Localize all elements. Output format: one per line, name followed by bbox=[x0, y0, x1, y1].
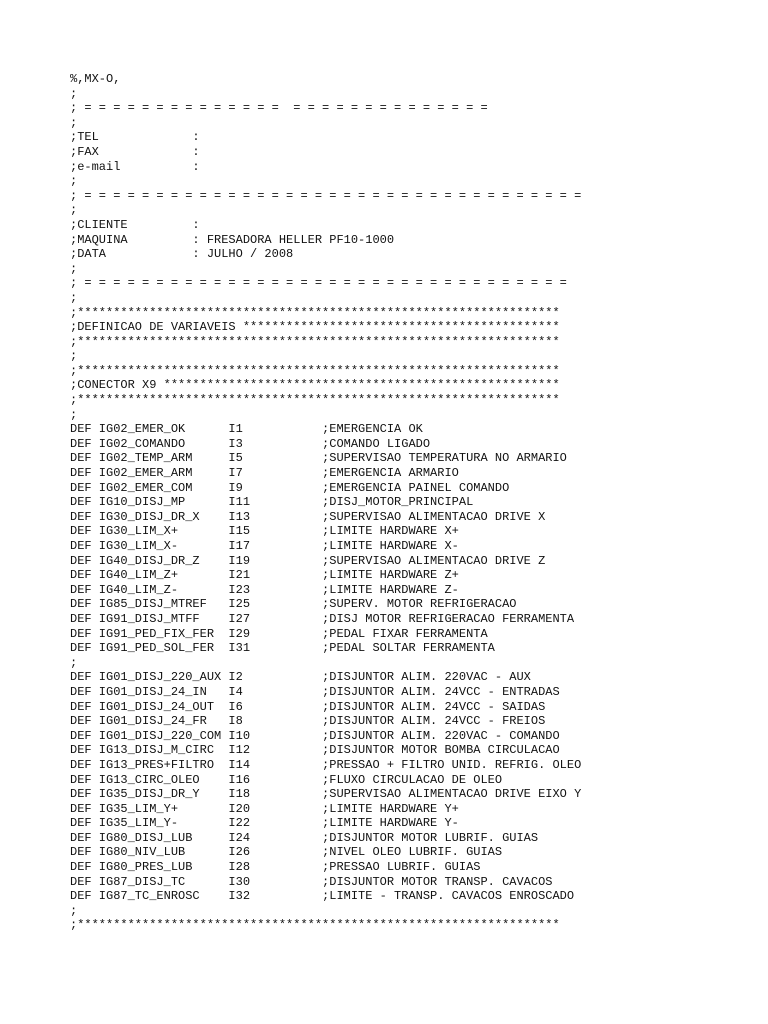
document-line: ; bbox=[70, 86, 78, 101]
document-line: ; bbox=[70, 174, 78, 189]
document-line: ;CONECTOR X9 ******************************************************* bbox=[70, 378, 560, 393]
document-line: DEF IG01_DISJ_24_IN I4 ;DISJUNTOR ALIM. 24VCC - ENTRADAS bbox=[70, 684, 560, 699]
document-line: DEF IG91_DISJ_MTFF I27 ;DISJ MOTOR REFRIGERACAO FERRAMENTA bbox=[70, 611, 575, 626]
document-line: DEF IG02_EMER_COM I9 ;EMERGENCIA PAINEL COMANDO bbox=[70, 480, 510, 495]
document-line: DEF IG01_DISJ_220_COM I10 ;DISJUNTOR ALIM. 220VAC - COMANDO bbox=[70, 728, 560, 743]
document-line: DEF IG30_DISJ_DR_X I13 ;SUPERVISAO ALIMENTACAO DRIVE X bbox=[70, 509, 546, 524]
document-line: ;******************************************************************* bbox=[70, 305, 560, 320]
document-line: ; bbox=[70, 115, 78, 130]
document-line: DEF IG40_LIM_Z- I23 ;LIMITE HARDWARE Z- bbox=[70, 582, 459, 597]
document-line: ;******************************************************************* bbox=[70, 334, 560, 349]
document-line: DEF IG80_NIV_LUB I26 ;NIVEL OLEO LUBRIF. GUIAS bbox=[70, 845, 503, 860]
document-line: ;DATA : JULHO / 2008 bbox=[70, 247, 294, 262]
document-line: DEF IG91_PED_SOL_FER I31 ;PEDAL SOLTAR FERRAMENTA bbox=[70, 641, 495, 656]
document-line: ;CLIENTE : bbox=[70, 217, 200, 232]
document-line: ;******************************************************************* bbox=[70, 918, 560, 933]
document-line: ; bbox=[70, 261, 78, 276]
document-line: DEF IG02_EMER_OK I1 ;EMERGENCIA OK bbox=[70, 422, 423, 437]
document-line: DEF IG02_EMER_ARM I7 ;EMERGENCIA ARMARIO bbox=[70, 466, 459, 481]
document-line: ;TEL : bbox=[70, 130, 200, 145]
document-line: ; bbox=[70, 203, 78, 218]
document-line: DEF IG87_DISJ_TC I30 ;DISJUNTOR MOTOR TRANSP. CAVACOS bbox=[70, 874, 553, 889]
document-line: DEF IG35_LIM_Y+ I20 ;LIMITE HARDWARE Y+ bbox=[70, 801, 459, 816]
document-line: ; = = = = = = = = = = = = = = = = = = = = = = = = = = = = = = = = = = bbox=[70, 276, 567, 291]
document-line: DEF IG35_DISJ_DR_Y I18 ;SUPERVISAO ALIMENTACAO DRIVE EIXO Y bbox=[70, 787, 582, 802]
document-line: ; bbox=[70, 349, 78, 364]
document-line: ;e-mail : bbox=[70, 159, 200, 174]
document-line: ; = = = = = = = = = = = = = = = = = = = = = = = = = = = = bbox=[70, 101, 488, 116]
document-line: DEF IG85_DISJ_MTREF I25 ;SUPERV. MOTOR REFRIGERACAO bbox=[70, 597, 517, 612]
document-line: DEF IG30_LIM_X- I17 ;LIMITE HARDWARE X- bbox=[70, 539, 459, 553]
document-line: DEF IG80_PRES_LUB I28 ;PRESSAO LUBRIF. GUIAS bbox=[70, 860, 481, 875]
document-body bbox=[70, 72, 581, 933]
document-line: ; bbox=[70, 290, 78, 305]
document-line: DEF IG87_TC_ENROSC I32 ;LIMITE - TRANSP. CAVACOS ENROSCADO bbox=[70, 889, 575, 904]
document-line: DEF IG35_LIM_Y- I22 ;LIMITE HARDWARE Y- bbox=[70, 816, 459, 831]
document-line: DEF IG01_DISJ_220_AUX I2 ;DISJUNTOR ALIM. 220VAC - AUX bbox=[70, 670, 531, 685]
document-line: %,MX-O, bbox=[70, 72, 121, 86]
document-line: ;******************************************************************* bbox=[70, 363, 560, 378]
document-line: DEF IG30_LIM_X+ I15 ;LIMITE HARDWARE X+ bbox=[70, 524, 459, 539]
document-line: ;******************************************************************* bbox=[70, 393, 560, 408]
document-line: DEF IG01_DISJ_24_OUT I6 ;DISJUNTOR ALIM. 24VCC - SAIDAS bbox=[70, 699, 546, 714]
document-line: DEF IG02_TEMP_ARM I5 ;SUPERVISAO TEMPERATURA NO ARMARIO bbox=[70, 451, 567, 466]
document-line: DEF IG01_DISJ_24_FR I8 ;DISJUNTOR ALIM. 24VCC - FREIOS bbox=[70, 714, 546, 729]
document-line: DEF IG02_COMANDO I3 ;COMANDO LIGADO bbox=[70, 436, 431, 451]
document-line: ;MAQUINA : FRESADORA HELLER PF10-1000 bbox=[70, 232, 395, 247]
document-line: DEF IG80_DISJ_LUB I24 ;DISJUNTOR MOTOR LUBRIF. GUIAS bbox=[70, 830, 539, 845]
document-line: DEF IG13_CIRC_OLEO I16 ;FLUXO CIRCULACAO DE OLEO bbox=[70, 772, 503, 787]
document-line: ;FAX : bbox=[70, 144, 200, 159]
document-line: DEF IG91_PED_FIX_FER I29 ;PEDAL FIXAR FERRAMENTA bbox=[70, 626, 488, 641]
document-line: DEF IG10_DISJ_MP I11 ;DISJ_MOTOR_PRINCIPAL bbox=[70, 495, 474, 510]
document-line: ; bbox=[70, 407, 78, 422]
document-line: DEF IG13_PRES+FILTRO I14 ;PRESSAO + FILTRO UNID. REFRIG. OLEO bbox=[70, 757, 582, 772]
document-line: DEF IG13_DISJ_M_CIRC I12 ;DISJUNTOR MOTOR BOMBA CIRCULACAO bbox=[70, 743, 560, 758]
document-line: DEF IG40_DISJ_DR_Z I19 ;SUPERVISAO ALIMENTACAO DRIVE Z bbox=[70, 553, 546, 568]
document-line: ; bbox=[70, 903, 78, 918]
document-line: ; bbox=[70, 655, 78, 670]
document-line: ;DEFINICAO DE VARIAVEIS ******************************************** bbox=[70, 320, 560, 335]
document-line: DEF IG40_LIM_Z+ I21 ;LIMITE HARDWARE Z+ bbox=[70, 568, 459, 583]
document-line: ; = = = = = = = = = = = = = = = = = = = = = = = = = = = = = = = = = = = bbox=[70, 188, 582, 203]
